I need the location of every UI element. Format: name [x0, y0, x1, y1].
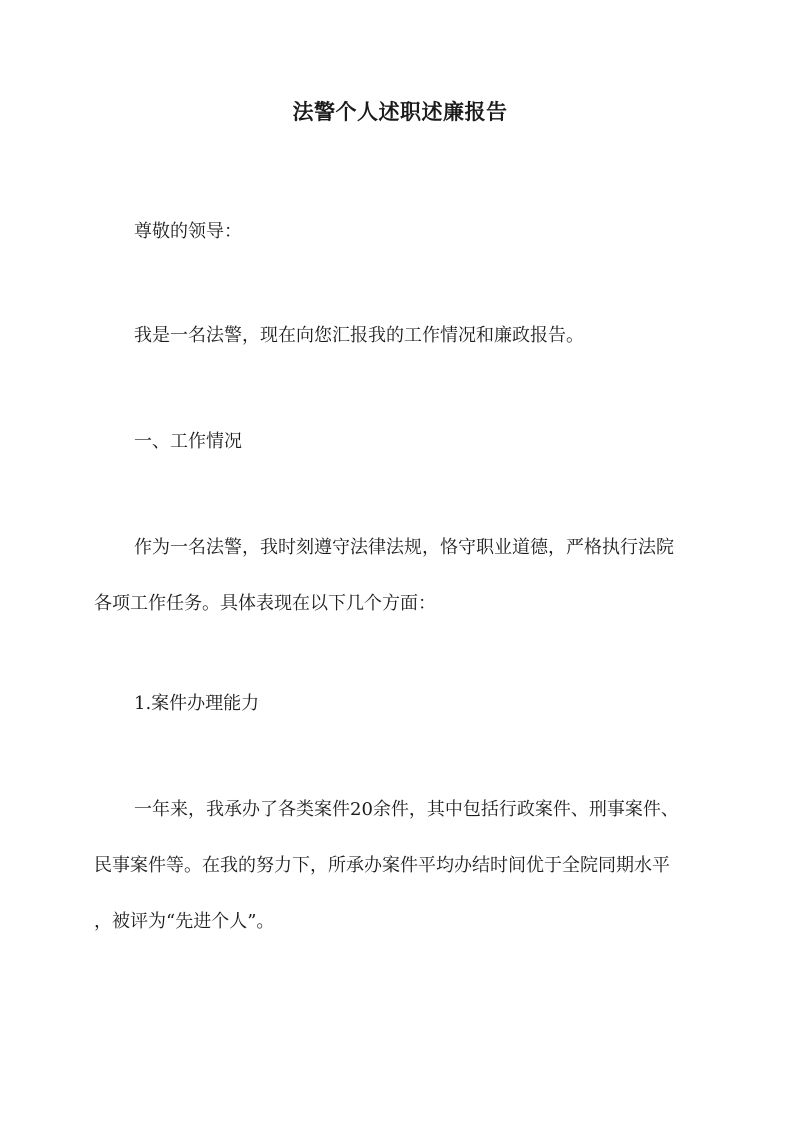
- document-title: 法警个人述职述廉报告: [292, 99, 508, 124]
- work-paragraph-line-2: 各项工作任务。具体表现在以下几个方面：: [94, 593, 436, 614]
- salutation: 尊敬的领导：: [134, 221, 242, 242]
- case-paragraph-line-3: ，被评为“先进个人”。: [94, 911, 275, 932]
- section-heading: 一、工作情况: [134, 431, 242, 452]
- subheading: 1.案件办理能力: [134, 693, 260, 714]
- work-paragraph: [94, 520, 704, 632]
- case-paragraph: [94, 782, 704, 950]
- case-paragraph-line-2: 民事案件等。在我的努力下，所承办案件平均办结时间优于全院同期水平: [94, 855, 670, 876]
- work-paragraph-line-1: 作为一名法警，我时刻遵守法律法规，恪守职业道德，严格执行法院: [134, 537, 674, 558]
- intro-paragraph: 我是一名法警，现在向您汇报我的工作情况和廉政报告。: [134, 325, 584, 346]
- case-paragraph-line-1: 一年来，我承办了各类案件20余件，其中包括行政案件、刑事案件、: [134, 799, 679, 820]
